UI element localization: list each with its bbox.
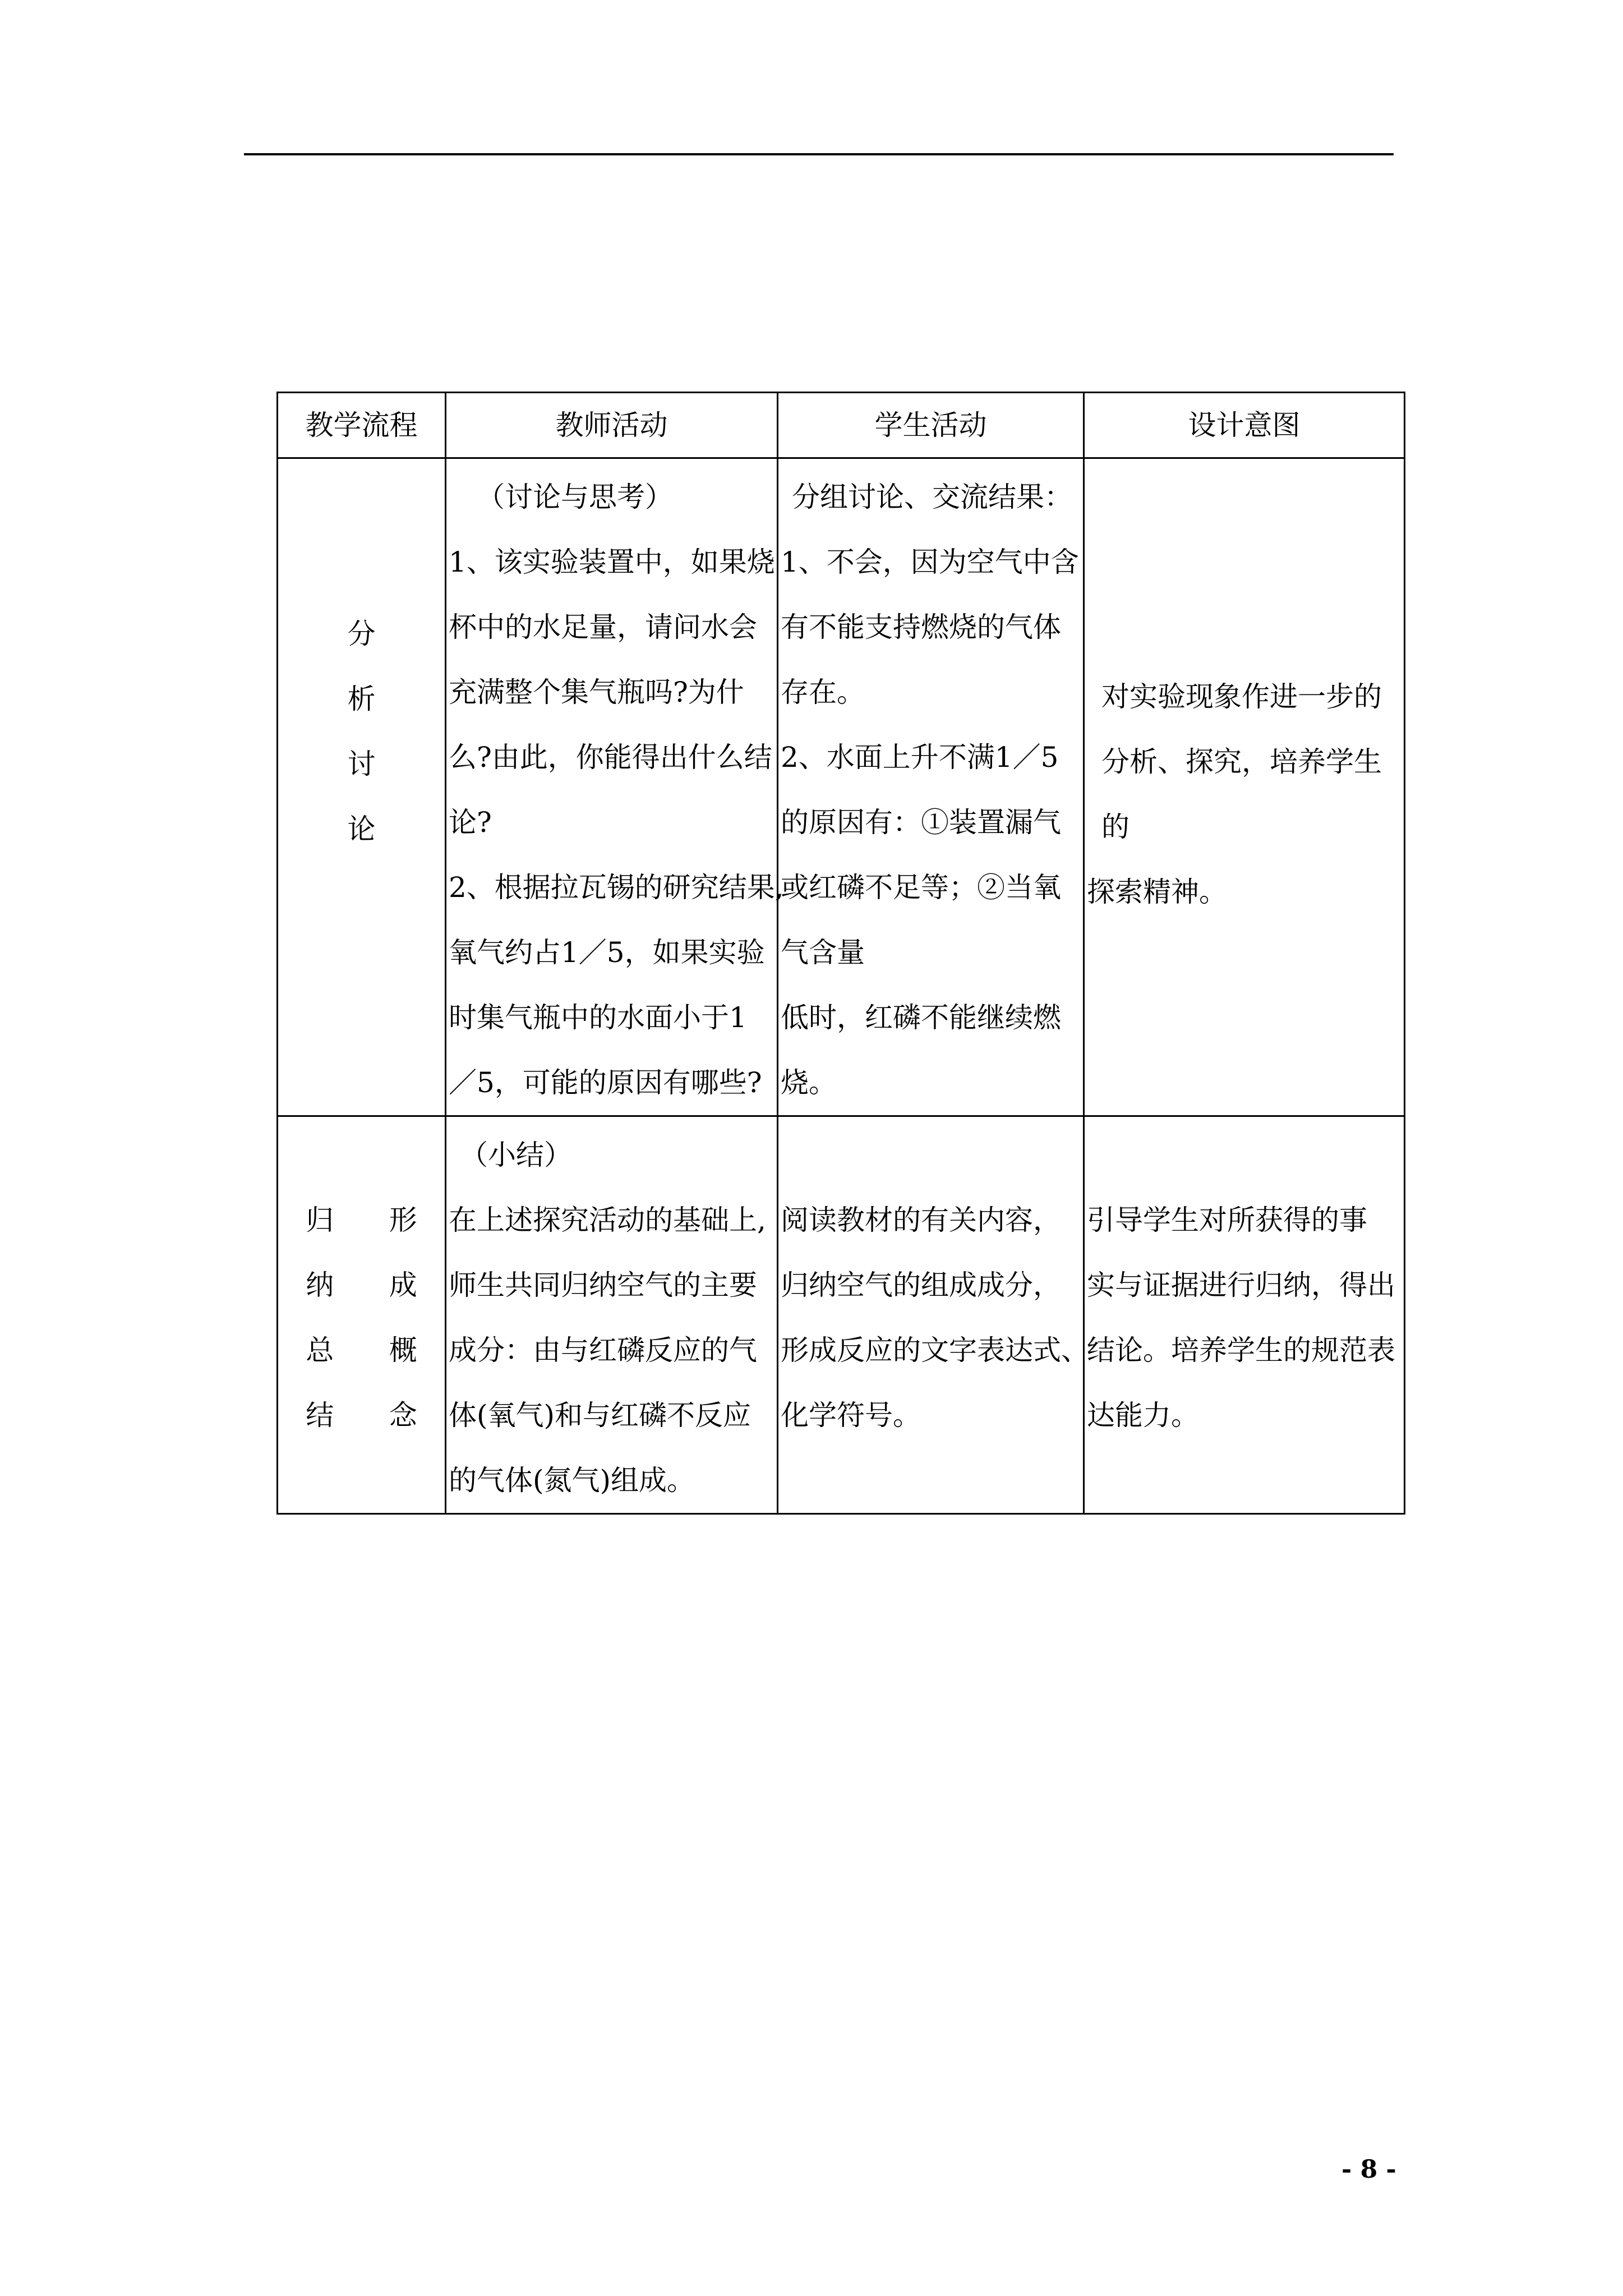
stage-cell: [278, 1116, 446, 1514]
stage-char: 分: [347, 618, 376, 650]
text-line: 体(氧气)和与红磷不反应: [449, 1399, 751, 1432]
stage-char: 形: [389, 1204, 417, 1236]
text-line: 或红磷不足等；②当氧: [781, 871, 1061, 904]
text-line: 结论。培养学生的规范表: [1087, 1334, 1395, 1366]
stage-char: 结: [306, 1399, 334, 1432]
design-intent-cell: [1084, 1116, 1405, 1514]
text-line: 达能力。: [1087, 1399, 1199, 1432]
text-line: （小结）: [460, 1139, 572, 1171]
stage-char: 念: [389, 1399, 417, 1432]
text-line: 阅读教材的有关内容，: [781, 1204, 1061, 1236]
stage-char: 归: [306, 1204, 334, 1236]
text-line: 2、根据拉瓦锡的研究结果,: [449, 871, 784, 904]
student-activity-cell: [778, 458, 1084, 1116]
stage-char: 讨: [347, 748, 376, 780]
text-line: 探索精神。: [1087, 876, 1227, 908]
text-line: 的: [1101, 811, 1129, 843]
stage-char: 纳: [306, 1269, 334, 1301]
text-line: ／5，可能的原因有哪些?: [449, 1066, 762, 1099]
text-line: 成分：由与红磷反应的气: [449, 1334, 757, 1366]
text-line: 烧。: [781, 1066, 837, 1099]
text-line: 存在。: [781, 676, 865, 708]
text-line: 气含量: [781, 936, 865, 969]
stage-char: 概: [389, 1334, 417, 1366]
table-header-row: [278, 393, 1405, 458]
text-line: 形成反应的文字表达式、: [781, 1334, 1089, 1366]
text-line: 低时，红磷不能继续燃: [781, 1001, 1061, 1034]
design-intent-cell: [1084, 458, 1405, 1116]
stage-cell: [278, 458, 446, 1116]
header-cell-student: 学生活动: [778, 393, 1084, 458]
text-line: 化学符号。: [781, 1399, 921, 1432]
text-line: 2、水面上升不满1／5: [781, 741, 1059, 774]
page-number: - 8 -: [1341, 2155, 1396, 2184]
text-line: 氧气约占1／5，如果实验: [449, 936, 765, 969]
text-line: 充满整个集气瓶吗?为什: [449, 676, 744, 708]
text-line: 么?由此，你能得出什么结: [449, 741, 772, 774]
stage-char: 论: [347, 813, 376, 845]
stage-char: 成: [389, 1269, 417, 1301]
text-line: （讨论与思考）: [477, 481, 673, 513]
text-line: 的原因有：①装置漏气: [781, 806, 1061, 839]
stage-char: 析: [347, 683, 376, 715]
teacher-activity-cell: [446, 458, 784, 1116]
text-line: 师生共同归纳空气的主要: [449, 1269, 757, 1301]
table-row: [278, 458, 1405, 1116]
header-cell-flow: 教学流程: [278, 393, 446, 458]
text-line: 论?: [449, 806, 492, 839]
text-line: 1、不会，因为空气中含: [781, 546, 1079, 578]
text-line: 分组讨论、交流结果：: [792, 481, 1072, 513]
text-line: 引导学生对所获得的事: [1087, 1204, 1367, 1236]
text-line: 有不能支持燃烧的气体: [781, 611, 1061, 643]
text-line: 时集气瓶中的水面小于1: [449, 1001, 747, 1034]
stage-char: 总: [306, 1334, 334, 1366]
student-activity-cell: [778, 1116, 1089, 1514]
text-line: 分析、探究，培养学生: [1101, 746, 1382, 778]
text-line: 杯中的水足量，请问水会: [449, 611, 757, 643]
teacher-activity-cell: [446, 1116, 778, 1514]
text-line: 归纳空气的组成成分，: [781, 1269, 1061, 1301]
text-line: 的气体(氮气)组成。: [449, 1464, 695, 1497]
header-rule: [244, 153, 1394, 155]
teaching-flow-table: [276, 392, 1405, 1515]
text-line: 1、该实验装置中，如果烧: [449, 546, 775, 578]
text-line: 实与证据进行归纳，得出: [1087, 1269, 1395, 1301]
table-row: [278, 1116, 1405, 1514]
header-cell-intent: 设计意图: [1084, 393, 1405, 458]
text-line: 对实验现象作进一步的: [1101, 680, 1382, 713]
text-line: 在上述探究活动的基础上,: [449, 1204, 766, 1236]
header-cell-teacher: 教师活动: [446, 393, 778, 458]
